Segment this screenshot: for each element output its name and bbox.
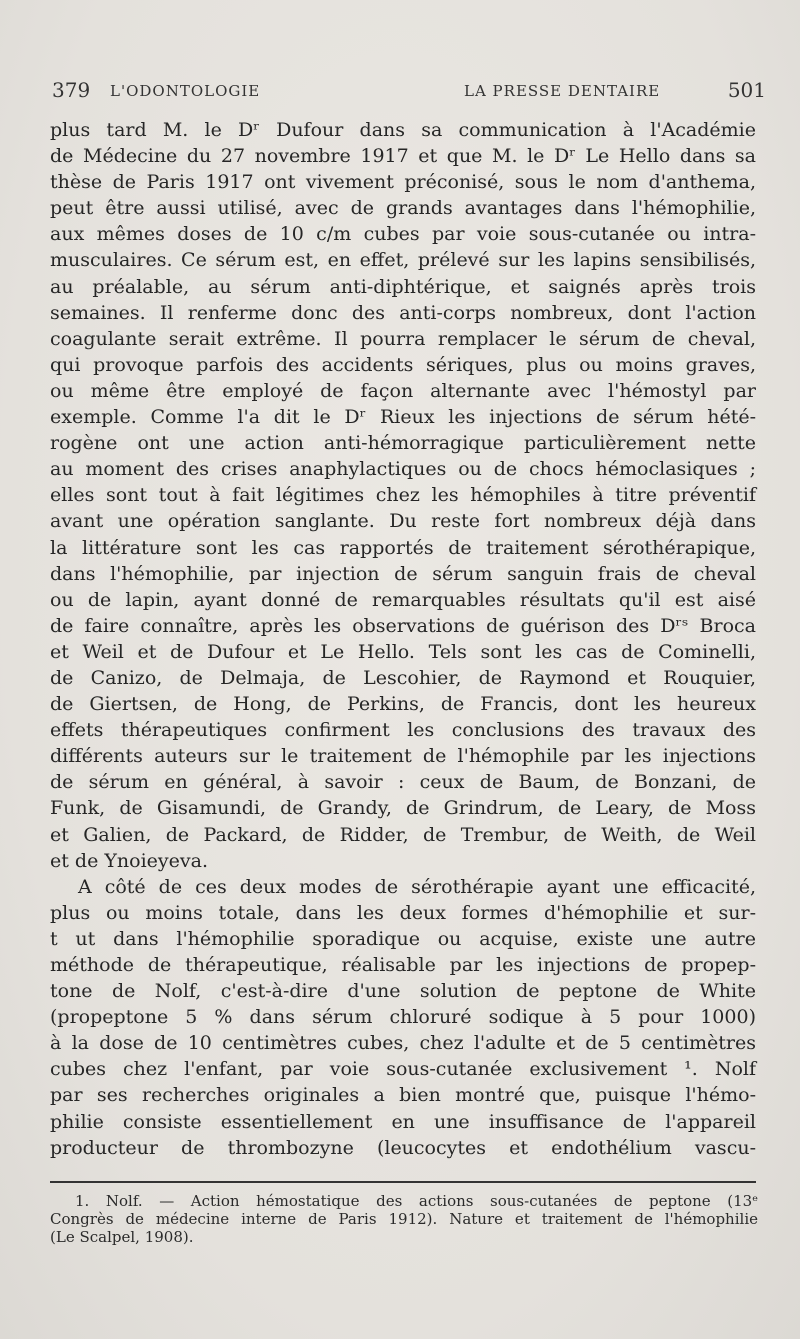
body-line: philie consiste essentiellement en une insuffisance de l'appareil xyxy=(50,1110,756,1133)
body-line: de Médecine du 27 novembre 1917 et que M. le Dʳ Le Hello dans sa xyxy=(50,145,756,168)
body-line: de faire connaître, après les observations de guérison des Dʳˢ Broca xyxy=(50,614,756,637)
body-line: thèse de Paris 1917 ont vivement préconisé, sous le nom d'anthema, xyxy=(50,171,756,194)
body-line: par ses recherches originales a bien montré que, puisque l'hémo- xyxy=(50,1084,756,1107)
body-line: de sérum en général, à savoir : ceux de Baum, de Bonzani, de xyxy=(50,771,756,794)
body-line: au moment des crises anaphylactiques ou de chocs hémoclasiques ; xyxy=(50,458,756,481)
body-line: et de Ynoieyeva. xyxy=(50,849,208,872)
body-line: la littérature sont les cas rapportés de traitement sérothérapique, xyxy=(50,536,756,559)
body-line: producteur de thrombozyne (leucocytes et endothélium vascu- xyxy=(50,1136,756,1159)
body-line: peut être aussi utilisé, avec de grands avantages dans l'hémophilie, xyxy=(50,197,756,220)
body-line: avant une opération sanglante. Du reste fort nombreux déjà dans xyxy=(50,510,756,533)
body-line: au préalable, au sérum anti-diphtérique, et saignés après trois xyxy=(50,275,756,298)
body-line: de Canizo, de Delmaja, de Lescohier, de Raymond et Rouquier, xyxy=(50,666,756,689)
body-line: et Galien, de Packard, de Ridder, de Trembur, de Weith, de Weil xyxy=(50,823,756,846)
footnote-line: Congrès de médecine interne de Paris 1912). Nature et traitement de l'hémophilie xyxy=(50,1210,758,1228)
running-header xyxy=(52,78,766,112)
body-line: dans l'hémophilie, par injection de sérum sanguin frais de cheval xyxy=(50,562,756,585)
body-line: plus tard M. le Dʳ Dufour dans sa communication à l'Académie xyxy=(50,119,756,141)
body-line: cubes chez l'enfant, par voie sous-cutanée exclusivement ¹. Nolf xyxy=(50,1058,756,1081)
body-line: différents auteurs sur le traitement de l'hémophile par les injections xyxy=(50,745,756,768)
body-line: ou même être employé de façon alternante avec l'hémostyl par xyxy=(50,379,756,402)
body-line: elles sont tout à fait légitimes chez les hémophiles à titre préventif xyxy=(50,484,756,507)
footnote xyxy=(50,1192,758,1246)
body-line: (propeptone 5 % dans sérum chloruré sodique à 5 pour 1000) xyxy=(50,1006,756,1029)
body-line: plus ou moins totale, dans les deux formes d'hémophilie et sur- xyxy=(50,901,756,924)
footnote-line: 1. Nolf. — Action hémostatique des actions sous-cutanées de peptone (13ᵉ xyxy=(75,1192,758,1210)
body-line: à la dose de 10 centimètres cubes, chez l'adulte et de 5 centimètres xyxy=(50,1032,756,1055)
footnote-divider xyxy=(50,1181,756,1183)
body-line: exemple. Comme l'a dit le Dʳ Rieux les injections de sérum hété- xyxy=(50,406,756,429)
left-page-number: 379 xyxy=(52,78,91,102)
body-line: Funk, de Gisamundi, de Grandy, de Grindrum, de Leary, de Moss xyxy=(50,797,756,820)
body-line: t ut dans l'hémophilie sporadique ou acquise, existe une autre xyxy=(50,927,756,950)
right-running-title: LA PRESSE DENTAIRE xyxy=(464,82,661,100)
right-page-number: 501 xyxy=(727,78,766,102)
body-line: aux mêmes doses de 10 c/m cubes par voie sous-cutanée ou intra- xyxy=(50,223,756,246)
body-line: A côté de ces deux modes de sérothérapie ayant une efficacité, xyxy=(78,875,756,898)
footnote-line: (Le Scalpel, 1908). xyxy=(50,1228,194,1246)
body-line: rogène ont une action anti-hémorragique particulièrement nette xyxy=(50,432,756,455)
left-running-title: L'ODONTOLOGIE xyxy=(110,82,261,100)
body-line: qui provoque parfois des accidents sériques, plus ou moins graves, xyxy=(50,353,756,376)
body-line: de Giertsen, de Hong, de Perkins, de Francis, dont les heureux xyxy=(50,693,756,716)
body-line: et Weil et de Dufour et Le Hello. Tels sont les cas de Cominelli, xyxy=(50,640,756,663)
body-line: semaines. Il renferme donc des anti-corps nombreux, dont l'action xyxy=(50,301,756,324)
body-line: effets thérapeutiques confirment les conclusions des travaux des xyxy=(50,719,756,742)
body-text xyxy=(50,117,756,1161)
body-line: ou de lapin, ayant donné de remarquables résultats qu'il est aisé xyxy=(50,588,756,611)
body-line: coagulante serait extrême. Il pourra remplacer le sérum de cheval, xyxy=(50,327,756,350)
body-line: tone de Nolf, c'est-à-dire d'une solution de peptone de White xyxy=(50,980,756,1003)
body-line: musculaires. Ce sérum est, en effet, prélevé sur les lapins sensibilisés, xyxy=(50,249,756,272)
body-line: méthode de thérapeutique, réalisable par les injections de propep- xyxy=(50,954,756,976)
